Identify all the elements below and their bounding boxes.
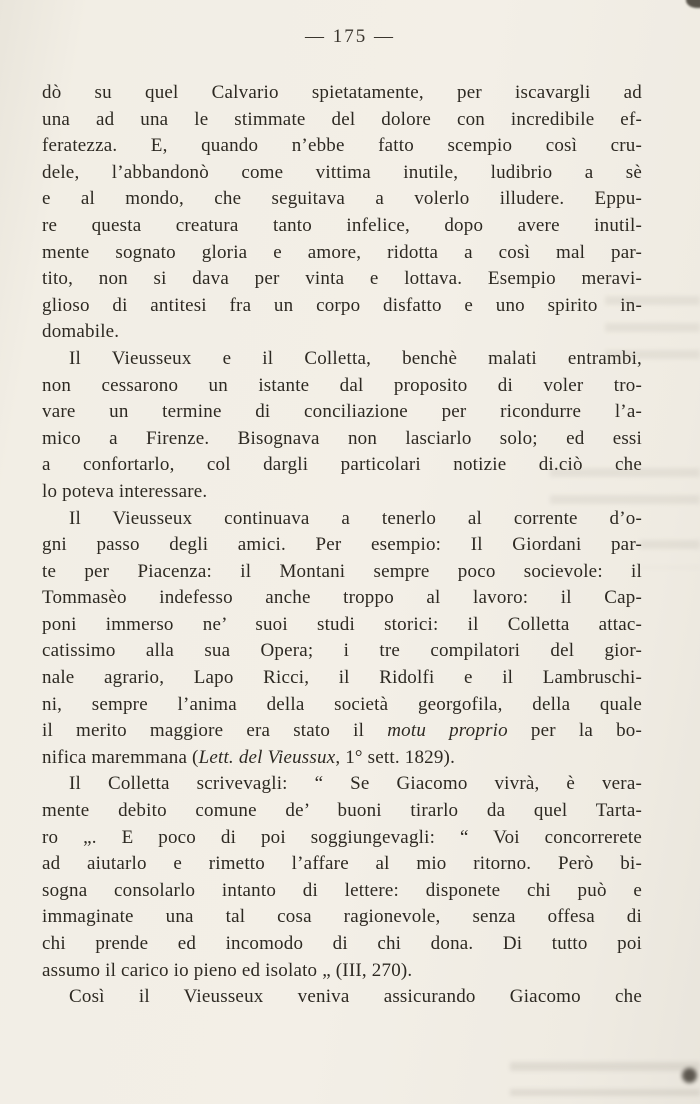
text-line: lo poteva interessare. <box>42 480 208 502</box>
text-line: catissimo alla sua Opera; i tre compilatori del gior- <box>42 640 642 662</box>
italic-text: motu proprio <box>387 720 508 742</box>
text-line: e al mondo, che seguitava a volerlo illudere. Eppu- <box>42 188 642 210</box>
text-line: feratezza. E, quando n’ebbe fatto scempio così cru- <box>42 135 642 157</box>
text-line: domabile. <box>42 321 120 343</box>
text-line: ro „. E poco di poi soggiungevagli: “ Voi concorrerete <box>42 826 642 848</box>
text-line: nale agrario, Lapo Ricci, il Ridolfi e il Lambruschi- <box>42 667 642 689</box>
paragraph <box>42 506 642 772</box>
text-line: gni passo degli amici. Per esempio: Il Giordani par- <box>42 534 642 556</box>
text-line: mico a Firenze. Bisognava non lasciarlo solo; ed essi <box>42 427 642 449</box>
scan-smudge <box>682 1068 697 1083</box>
text-segment: il merito maggiore era stato il <box>42 720 388 742</box>
text-line: glioso di antitesi fra un corpo disfatto e uno spirito in- <box>42 294 642 316</box>
text-line: Il Colletta scrivevagli: “ Se Giacomo vivrà, è vera- <box>69 773 642 795</box>
text-line: Il Vieusseux continuava a tenerlo al corrente d’o- <box>69 507 642 529</box>
text-line: Il Vieusseux e il Colletta, benchè malati entrambi, <box>69 347 642 369</box>
text-line: vare un termine di conciliazione per ricondurre l’a- <box>42 401 642 423</box>
italic-text: Lett. del Vieussux <box>198 746 336 768</box>
text-segment: nifica maremmana ( <box>42 746 199 768</box>
text-line <box>42 718 642 745</box>
text-line: ni, sempre l’anima della società georgofila, della quale <box>42 693 642 715</box>
text-segment: , 1° sett. 1829). <box>335 746 456 768</box>
text-line: una ad una le stimmate del dolore con incredibile ef- <box>42 108 642 130</box>
text-line: re questa creatura tanto infelice, dopo avere inutil- <box>42 214 642 236</box>
text-line: dele, l’abbandonò come vittima inutile, ludibrio a sè <box>42 161 642 183</box>
paragraph <box>42 80 642 346</box>
text-line: non cessarono un istante dal proposito di voler tro- <box>42 374 642 396</box>
text-line: mente sognato gloria e amore, ridotta a così mal par- <box>42 241 642 263</box>
text-line: assumo il carico io pieno ed isolato „ (III, 270). <box>42 959 413 981</box>
text-line: ad aiutarlo e rimetto l’affare al mio ritorno. Però bi- <box>42 853 642 875</box>
page-number: — 175 — <box>305 26 395 47</box>
text-block <box>42 80 642 1011</box>
text-line: dò su quel Calvario spietatamente, per iscavargli ad <box>42 82 642 103</box>
text-line: Tommasèo indefesso anche troppo al lavoro: il Cap- <box>42 587 642 609</box>
paragraph <box>42 984 642 1011</box>
text-line: immaginate una tal cosa ragionevole, senza offesa di <box>42 906 642 928</box>
text-line <box>42 745 642 772</box>
bleedthrough-artifact <box>510 1062 700 1096</box>
text-line: poni immerso ne’ suoi studi storici: il Colletta attac- <box>42 613 642 635</box>
text-line: chi prende ed incomodo di chi dona. Di tutto poi <box>42 933 642 954</box>
paragraph <box>42 771 642 984</box>
paragraph <box>42 346 642 506</box>
text-line: te per Piacenza: il Montani sempre poco socievole: il <box>42 560 642 582</box>
text-segment: per la bo- <box>507 720 642 742</box>
text-line: sogna consolarlo intanto di lettere: disponete chi può e <box>42 879 642 901</box>
text-line: tito, non si dava per vinta e lottava. Esempio meravi- <box>42 268 642 290</box>
bleedthrough-artifact <box>640 540 700 568</box>
text-line: Così il Vieusseux veniva assicurando Giacomo che <box>69 986 642 1008</box>
text-line: a confortarlo, col dargli particolari notizie di.ciò che <box>42 454 642 476</box>
text-line: mente debito comune de’ buoni tirarlo da quel Tarta- <box>42 800 642 822</box>
scan-smudge <box>686 0 700 8</box>
